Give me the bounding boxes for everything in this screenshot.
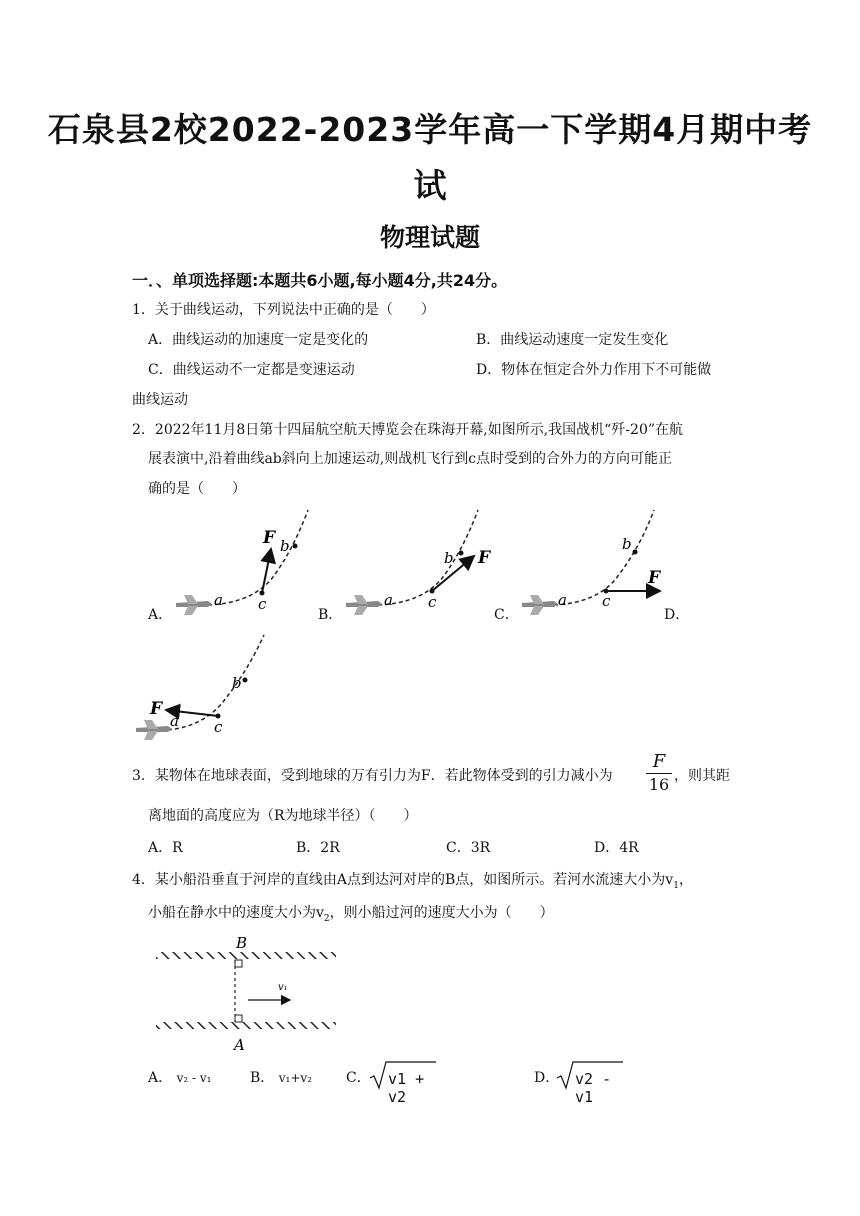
q2-option-d-label: D． [664,607,690,623]
q1-option-c: C．曲线运动不一定都是变速运动 [148,362,355,378]
q2-diagram-a [168,505,318,625]
label-a: a [214,591,223,609]
q4-river-diagram [150,930,350,1055]
point-b-label: B [236,934,248,952]
airplane-icon [522,595,558,615]
q3-option-b: B．2R [296,840,340,856]
airplane-icon [346,595,382,615]
page-subtitle: 物理试题 [379,223,480,252]
q4-option-b [250,1068,312,1088]
q2-diagram-d [128,630,278,750]
label-f: F [648,568,661,588]
q2-option-c-label: C． [494,607,519,623]
q1-option-a: A．曲线运动的加速度一定是变化的 [148,332,369,348]
q2-diagram-b [338,505,498,625]
upper-riverbank [156,952,336,959]
q2-stem-line2: 展表演中,沿着曲线ab斜向上加速运动,则战机飞行到c点时受到的合外力的方向可能正 [148,451,673,467]
label-f: F [263,528,276,548]
q2-option-a-label: A． [148,607,173,623]
page-title: 石泉县2校2022-2023学年高一下学期4月期中考 [47,110,813,149]
q3-stem-part2: ，则其距 [674,768,730,784]
lower-riverbank [156,1022,336,1029]
q4-stem-line1-text: 4．某小船沿垂直于河岸的直线由A点到达河对岸的B点，如图所示。若河水流速大小为v [132,872,674,888]
q3-stem-line2: 离地面的高度应为（R为地球半径）（ ） [148,808,418,824]
q2-option-b-label: B． [318,607,343,623]
label-f: F [150,699,163,719]
radicand-d: v2 - v1 [575,1070,612,1106]
q4-stem-line2-end: ，则小船过河的速度大小为（ ） [329,905,554,921]
label-a: a [558,591,567,609]
label-a: a [170,712,179,730]
label-b: b [444,549,454,567]
q4-option-b-label: B． [250,1070,275,1086]
fraction-numerator: F [652,751,666,772]
q1-option-d-continued: 曲线运动 [132,392,188,408]
label-c: c [214,718,223,736]
q1-option-d: D．物体在恒定合外力作用下不可能做 [476,362,712,378]
q3-option-c: C．3R [446,840,491,856]
label-f: F [478,548,491,568]
q2-stem-line3: 确的是（ ） [148,481,246,497]
q4-stem-line1-end: ， [678,872,693,888]
fraction-denominator: 16 [648,775,670,794]
q4-stem-line2-sub: 2 [323,913,330,924]
q4-stem-line1-sub: 1 [673,880,679,891]
label-c: c [428,593,437,611]
label-b: b [232,674,242,692]
radicand-c: v1 + v2 [388,1070,425,1106]
q1-stem: 1．关于曲线运动，下列说法中正确的是（ ） [132,302,435,318]
q4-option-d-sqrt [555,1060,625,1106]
q3-stem-part1: 3．某物体在地球表面，受到地球的万有引力为F．若此物体受到的引力减小为 [132,768,613,784]
q4-stem-line2-text: 小船在静水中的速度大小为v [148,905,324,921]
label-a: a [384,591,393,609]
q2-stem-line1: 2．2022年11月8日第十四届航空航天博览会在珠海开幕,如图所示,我国战机“歼-20”在航 [132,422,684,438]
q4-option-b-value: v₁+v₂ [278,1071,312,1085]
q1-option-b: B．曲线运动速度一定发生变化 [476,332,669,348]
q3-option-d: D．4R [594,840,639,856]
q2-diagram-c [514,505,674,625]
q4-option-a-label: A． [148,1070,173,1086]
label-b: b [622,535,632,553]
v1-label: v₁ [278,982,288,993]
q4-stem-line1 [132,870,693,896]
q3-option-a: A．R [148,840,183,856]
point-a-label: A [234,1036,245,1054]
q4-option-c-sqrt [368,1060,438,1106]
page-title-continued: 试 [413,166,447,205]
airplane-icon [136,720,172,740]
label-c: c [258,595,267,613]
q4-stem-line2 [148,903,554,929]
q3-fraction [646,752,672,795]
label-c: c [602,592,611,610]
airplane-icon [176,595,212,615]
q4-option-d-label: D． [534,1070,560,1086]
q4-option-a-value: v₂ - v₁ [176,1071,212,1085]
label-b: b [280,537,290,555]
q4-option-c-label: C． [346,1070,371,1086]
q4-option-a [148,1068,211,1088]
section-heading: 一．、单项选择题:本题共6小题,每小题4分,共24分。 [132,271,508,290]
